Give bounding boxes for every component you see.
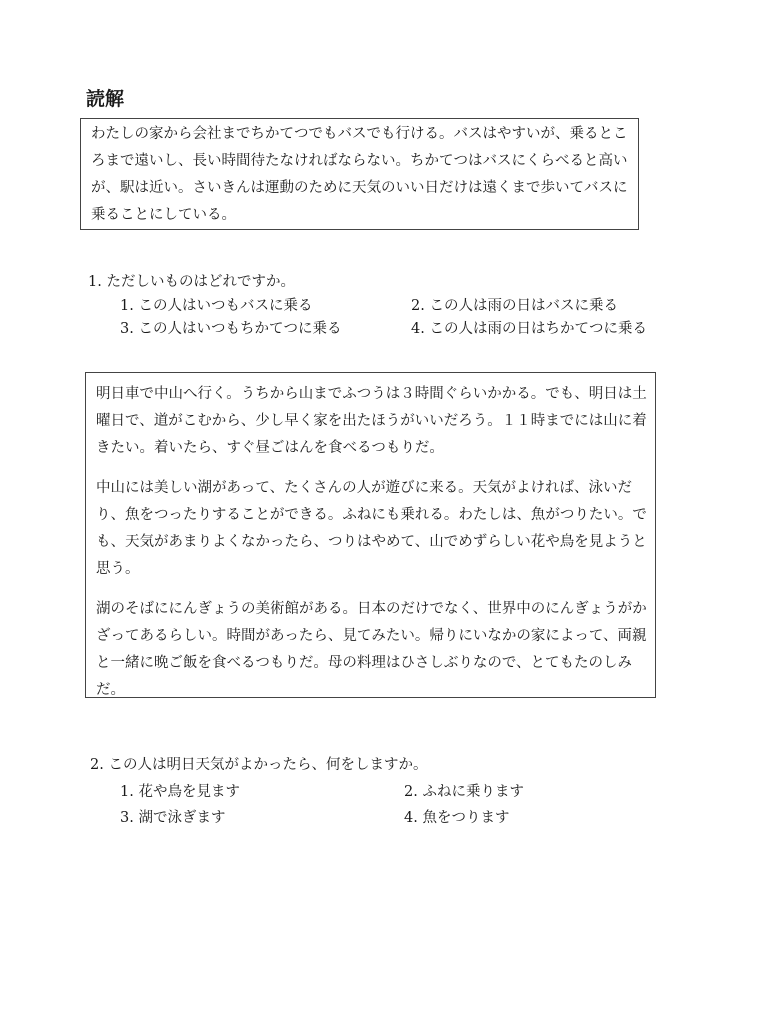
question-2-option-1: 1. 花や鳥を見ます — [120, 784, 240, 800]
question-1-option-4: 4. この人は雨の日はちかてつに乗る — [411, 321, 647, 337]
question-1-option-2: 2. この人は雨の日はバスに乗る — [411, 298, 618, 314]
question-2-option-4: 4. 魚をつります — [404, 810, 510, 826]
question-2-option-3: 3. 湖で泳ぎます — [120, 810, 226, 826]
passage-1-text: わたしの家から会社までちかてつでもバスでも行ける。バスはやすいが、乗るところまで遠いし、長い時間待たなければならない。ちかてつはバスにくらべると高いが、駅は近い。さいきんは運動のために天気のいい日だけは遠くまで歩いてバスに乗ることにしている。 — [91, 126, 628, 223]
passage-2-paragraph-1: 明日車で中山へ行く。うちから山までふつうは３時間ぐらいかかる。でも、明日は土曜日で、道がこむから、少し早く家を出たほうがいいだろう。１１時までには山に着きたい。着いたら、すぐ昼ごはんを食べるつもりだ。 — [96, 386, 647, 456]
reading-passage-2 — [85, 372, 656, 698]
question-1-option-1: 1. この人はいつもバスに乗る — [120, 298, 313, 314]
question-1-option-3: 3. この人はいつもちかてつに乗る — [120, 321, 342, 337]
passage-2-paragraph-2: 中山には美しい湖があって、たくさんの人が遊びに来る。天気がよければ、泳いだり、魚をつったりすることができる。ふねにも乗れる。わたしは、魚がつりたい。でも、天気があまりよくなかったら、つりはやめて、山でめずらしい花や鳥を見ようと思う。 — [96, 480, 647, 577]
reading-passage-1 — [80, 118, 639, 230]
question-2-option-2: 2. ふねに乗ります — [404, 784, 524, 800]
question-2-stem: 2. この人は明日天気がよかったら、何をしますか。 — [90, 757, 428, 773]
passage-2-paragraph-3: 湖のそばににんぎょうの美術館がある。日本のだけでなく、世界中のにんぎょうがかざってあるらしい。時間があったら、見てみたい。帰りにいなかの家によって、両親と一緒に晩ご飯を食べるつもりだ。母の料理はひさしぶりなので、とてもたのしみだ。 — [96, 601, 647, 698]
page-title: 読解 — [86, 88, 125, 110]
question-1-stem: 1. ただしいものはどれですか。 — [88, 274, 295, 290]
